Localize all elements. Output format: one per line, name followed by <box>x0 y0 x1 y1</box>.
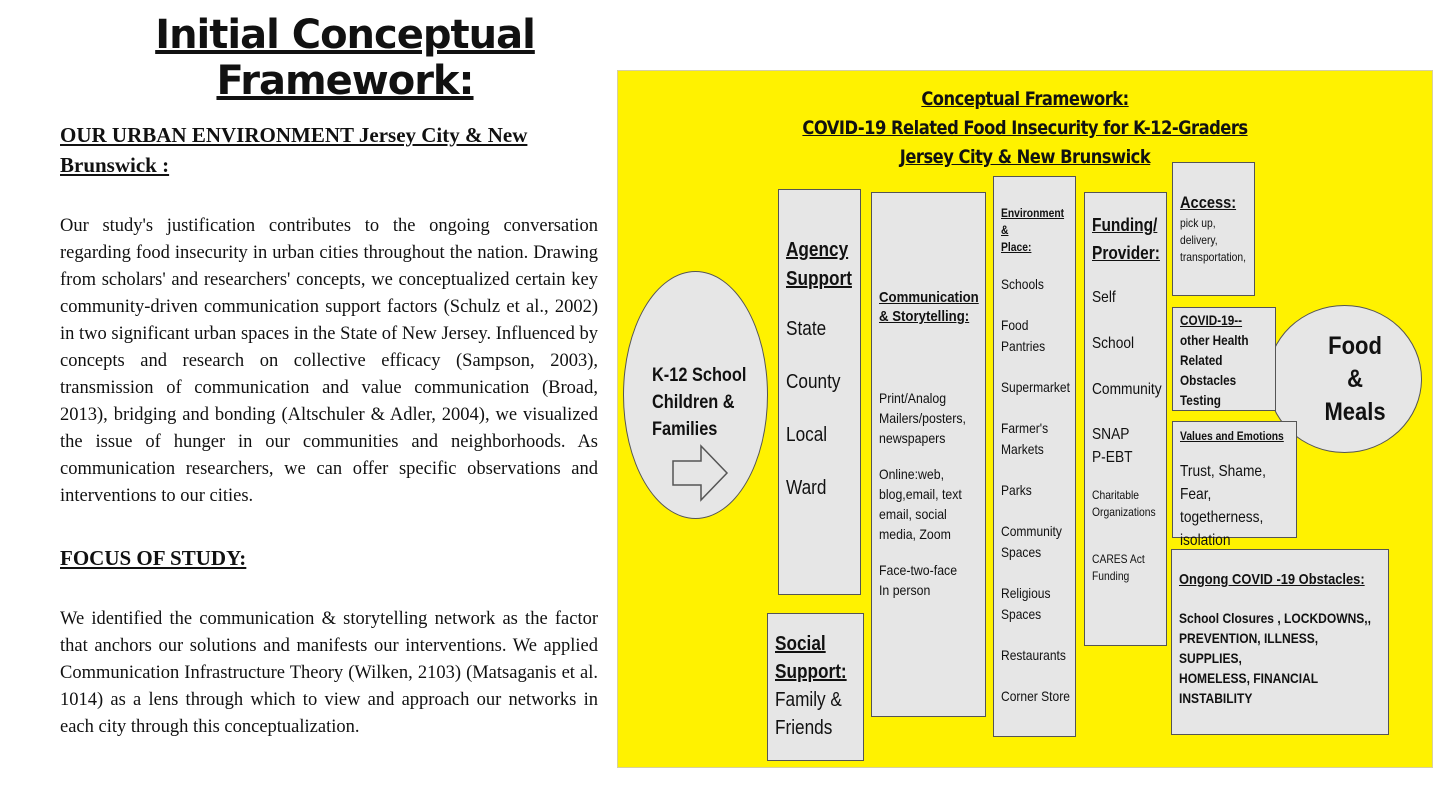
funding-provider-box <box>1084 192 1167 646</box>
focus-paragraph: We identified the communication & storytelling network as the factor that anchors our solutions and manifests our interventions. We applied Communication Infrastructure Theory (Wilken, 2103) (Matsaganis et al. 1014) as a lens through which to view and approach our networks in each city through this conceptualization. <box>60 609 598 737</box>
obstacles-line: INSTABILITY <box>1179 690 1253 706</box>
agency-item: Ward <box>786 477 827 499</box>
obstacles-line: School Closures , LOCKDOWNS,, <box>1179 610 1371 626</box>
k12-oval <box>623 271 768 519</box>
k12-line: K-12 School <box>652 365 747 386</box>
environment-item: Community <box>1001 523 1062 539</box>
communication-line: In person <box>879 582 931 598</box>
k12-line: Families <box>652 419 718 440</box>
page-title-line2: Framework: <box>216 58 474 104</box>
social-heading-line: Social <box>775 633 826 655</box>
communication-line: blog,email, text <box>879 486 962 502</box>
covid-health-line: Obstacles <box>1180 372 1237 388</box>
covid-health-label <box>1180 310 1270 410</box>
covid-health-line: other Health <box>1180 332 1249 348</box>
diagram-title-line2: COVID-19 Related Food Insecurity for K-12-Graders <box>802 117 1248 139</box>
environment-place-box <box>993 176 1076 737</box>
urban-environment-heading: OUR URBAN ENVIRONMENT Jersey City & New Brunswick : <box>60 123 528 177</box>
access-item: delivery, <box>1180 233 1218 247</box>
values-item: Fear, togetherness, <box>1180 486 1264 526</box>
food-line: Food <box>1328 332 1382 360</box>
environment-heading-line: Environment <box>1001 206 1065 220</box>
environment-item: Food <box>1001 317 1029 333</box>
communication-line: Face-two-face <box>879 562 958 578</box>
values-emotions-box <box>1172 421 1297 549</box>
obstacles-heading: Ongong COVID -19 Obstacles: <box>1179 571 1365 588</box>
page-title-line1: Initial Conceptual <box>155 12 535 58</box>
funding-snap <box>1092 423 1161 469</box>
agency-heading-line: Support <box>786 268 852 290</box>
communication-storytelling-box <box>871 192 986 717</box>
agency-heading-line: Agency <box>786 239 849 261</box>
environment-heading-line: Place: <box>1001 240 1032 254</box>
funding-heading-line: Provider: <box>1092 243 1160 263</box>
covid-health-line: COVID-19-- <box>1180 312 1243 328</box>
urban-environment-paragraph: Our study's justification contributes to the ongoing conversation regarding food insecurity in urban cities throughout the nation. Drawing from scholars' and researchers' concepts, we conceptualized certain key community-driven communication support factors (Schulz et al., 2002) in two significant urban spaces in the State of New Jersey. Influenced by concepts and research on collective efficacy (Sampson, 2003), transmission of communication and value communication (Broad, 2013), bridging and bonding (Altschuler & Adler, 2004), we visualized the issue of hunger in our communities and neighborhoods. As communication researchers, we can offer specific observations and interventions to our cities. <box>60 216 598 506</box>
environment-item: Farmer's <box>1001 420 1049 436</box>
access-box <box>1172 162 1255 296</box>
communication-heading-line: Communication <box>879 289 979 306</box>
environment-item: Supermarket <box>1001 379 1070 395</box>
ongoing-obstacles-box <box>1171 549 1389 735</box>
communication-heading-line: & Storytelling: <box>879 308 970 325</box>
environment-item: Pantries <box>1001 338 1046 354</box>
funding-cares <box>1092 551 1161 585</box>
communication-line: Online:web, <box>879 466 945 482</box>
environment-item: Parks <box>1001 482 1032 498</box>
conceptual-framework-diagram <box>617 70 1433 768</box>
covid-health-box <box>1172 307 1276 411</box>
social-heading-line: Support: <box>775 661 847 683</box>
agency-item: County <box>786 371 841 393</box>
diagram-title-line3: Jersey City & New Brunswick <box>899 146 1151 168</box>
funding-charitable-line: Charitable <box>1092 488 1140 502</box>
funding-cares-line: Funding <box>1092 569 1130 583</box>
environment-heading <box>1001 205 1070 256</box>
food-line: Meals <box>1324 398 1386 426</box>
social-support-heading <box>775 630 855 686</box>
communication-item-print <box>879 388 980 448</box>
environment-item: Restaurants <box>1001 647 1066 663</box>
food-line: & <box>1347 365 1364 393</box>
right-arrow-icon <box>671 444 729 502</box>
access-item: transportation, <box>1180 250 1246 264</box>
funding-heading-line: Funding/ <box>1092 215 1158 235</box>
environment-item: Markets <box>1001 441 1044 457</box>
covid-health-line: Related <box>1180 352 1223 368</box>
agency-item: State <box>786 318 827 340</box>
communication-item-online <box>879 464 980 544</box>
k12-line: Children & <box>652 392 735 413</box>
funding-item: School <box>1092 335 1135 352</box>
funding-heading <box>1092 211 1161 267</box>
communication-line: Mailers/posters, <box>879 410 966 426</box>
communication-heading <box>879 288 980 326</box>
funding-item: Community <box>1092 381 1162 398</box>
food-meals-label <box>1277 330 1412 429</box>
funding-charitable <box>1092 487 1161 521</box>
funding-snap-line: P-EBT <box>1092 449 1133 466</box>
agency-item: Local <box>786 424 828 446</box>
values-heading: Values and Emotions <box>1180 429 1284 443</box>
agency-support-heading <box>786 236 852 294</box>
focus-heading: FOCUS OF STUDY: <box>60 546 247 570</box>
obstacles-line: PREVENTION, ILLNESS, SUPPLIES, <box>1179 630 1319 666</box>
social-item: Friends <box>775 717 833 739</box>
environment-item: Spaces <box>1001 606 1042 622</box>
environment-item: Corner Store <box>1001 688 1070 704</box>
k12-label <box>652 362 746 443</box>
obstacles-line: HOMELESS, FINANCIAL <box>1179 670 1319 686</box>
environment-item: Spaces <box>1001 544 1042 560</box>
values-item: isolation <box>1180 532 1231 549</box>
agency-support-box <box>778 189 861 595</box>
page-title <box>140 12 550 104</box>
communication-line: media, Zoom <box>879 526 951 542</box>
social-support-box <box>767 613 864 761</box>
communication-item-face <box>879 560 980 600</box>
social-item: Family & <box>775 689 842 711</box>
funding-charitable-line: Organizations <box>1092 505 1156 519</box>
funding-item: Self <box>1092 289 1116 306</box>
access-heading: Access: <box>1180 193 1237 212</box>
covid-health-line: Testing <box>1180 392 1221 408</box>
environment-item: Schools <box>1001 276 1044 292</box>
funding-snap-line: SNAP <box>1092 426 1130 443</box>
communication-line: Print/Analog <box>879 390 947 406</box>
environment-heading-line: & <box>1001 223 1009 237</box>
environment-item: Religious <box>1001 585 1051 601</box>
communication-line: newspapers <box>879 430 946 446</box>
diagram-title-line1: Conceptual Framework: <box>921 88 1129 110</box>
funding-cares-line: CARES Act <box>1092 552 1145 566</box>
values-item: Trust, Shame, <box>1180 463 1266 480</box>
access-item: pick up, <box>1180 216 1216 230</box>
communication-line: email, social <box>879 506 947 522</box>
